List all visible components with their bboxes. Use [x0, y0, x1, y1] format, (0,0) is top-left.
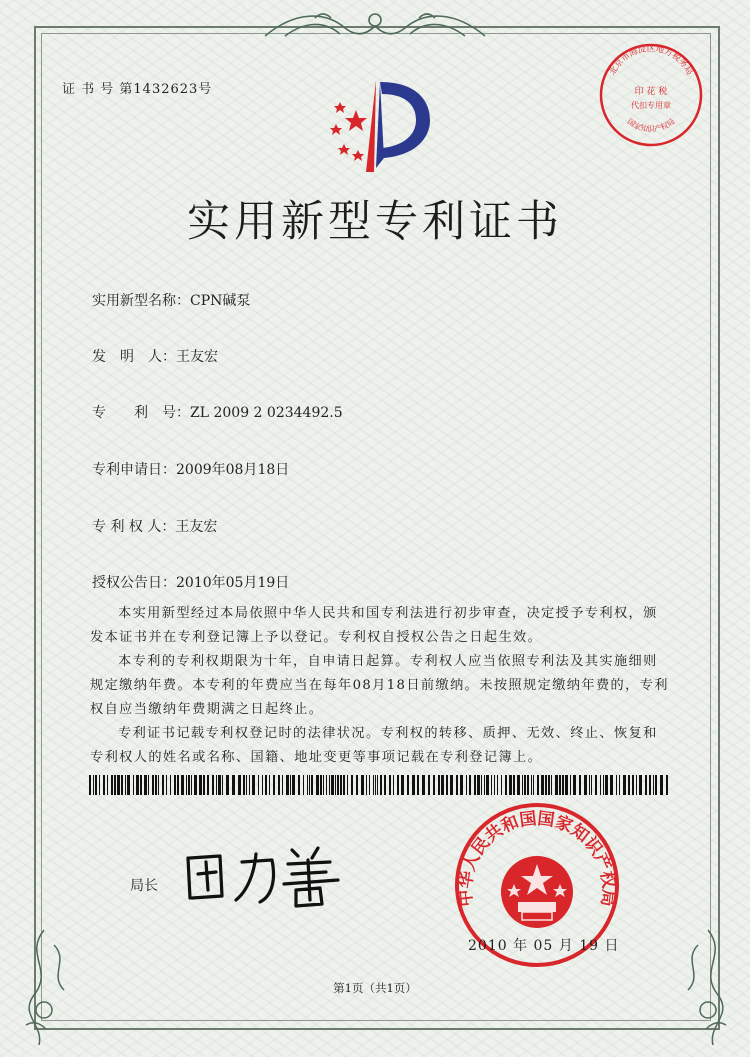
svg-text:国家知识产权局: [626, 117, 677, 134]
field-label: 发 明 人：: [92, 349, 176, 365]
paragraph-legal-status: 专利证书记载专利权登记时的法律状况。专利权的转移、质押、无效、终止、恢复和专利权人的姓名或名称、国籍、地址变更等事项记载在专利登记簿上。: [90, 726, 658, 765]
field-patentee: [92, 516, 217, 536]
barcode: [89, 775, 669, 795]
field-value: 王友宏: [176, 349, 218, 365]
field-publication-date: [92, 572, 289, 592]
field-label: 专 利 号：: [92, 405, 190, 421]
field-value: CPN碱泵: [190, 293, 251, 309]
field-patent-number: [92, 402, 343, 422]
certificate-title: 实用新型专利证书: [187, 197, 563, 247]
director-label: 局长: [130, 878, 158, 894]
tax-stamp-line-2: 代扣专用章: [631, 101, 671, 110]
field-value: 2010年05月19日: [176, 575, 290, 591]
tax-stamp: [596, 40, 706, 150]
field-label: 授权公告日：: [92, 575, 176, 591]
field-value: ZL 2009 2 0234492.5: [190, 405, 343, 421]
svg-text:北京市海淀区地方税务局: [607, 43, 694, 77]
field-value: 2009年08月18日: [176, 462, 290, 478]
field-label: 实用新型名称：: [92, 293, 190, 309]
top-ornament: [255, 6, 495, 46]
field-inventor: [92, 346, 218, 366]
tax-stamp-line-1: 印 花 税: [634, 87, 668, 97]
field-utility-model-name: [92, 290, 250, 310]
director-signature: [180, 840, 350, 910]
field-label: 专利申请日：: [92, 462, 176, 478]
seal-text: 中华人民共和国国家知识产权局: [455, 808, 619, 908]
field-value: 王友宏: [175, 519, 218, 535]
issue-date: 2010 年 05 月 19 日: [468, 938, 620, 954]
field-filing-date: [92, 459, 289, 479]
field-label: 专 利 权 人：: [92, 519, 176, 535]
star-icons: [330, 102, 367, 161]
patent-office-logo: [318, 72, 438, 182]
paragraph-term: 本专利的专利权期限为十年，自申请日起算。专利权人应当依照专利法及其实施细则规定缴纳年费。本专利的年费应当在每年08月18日前缴纳。未按照规定缴纳年费的，专利权自应当缴纳年费期满之日起终止。: [90, 654, 669, 717]
paragraph-grant: 本实用新型经过本局依照中华人民共和国专利法进行初步审查，决定授予专利权，颁发本证书并在专利登记簿上予以登记。专利权自授权公告之日起生效。: [90, 606, 658, 645]
tax-stamp-ring-text: 北京市海淀区地方税务局: [607, 44, 695, 77]
certificate-number: 证 书 号 第1432623号: [62, 82, 213, 97]
national-emblem-icon: [501, 856, 573, 928]
page-number: 第1页（共1页）: [333, 981, 417, 995]
tax-stamp-bottom-text: 国家知识产权局: [625, 116, 677, 134]
